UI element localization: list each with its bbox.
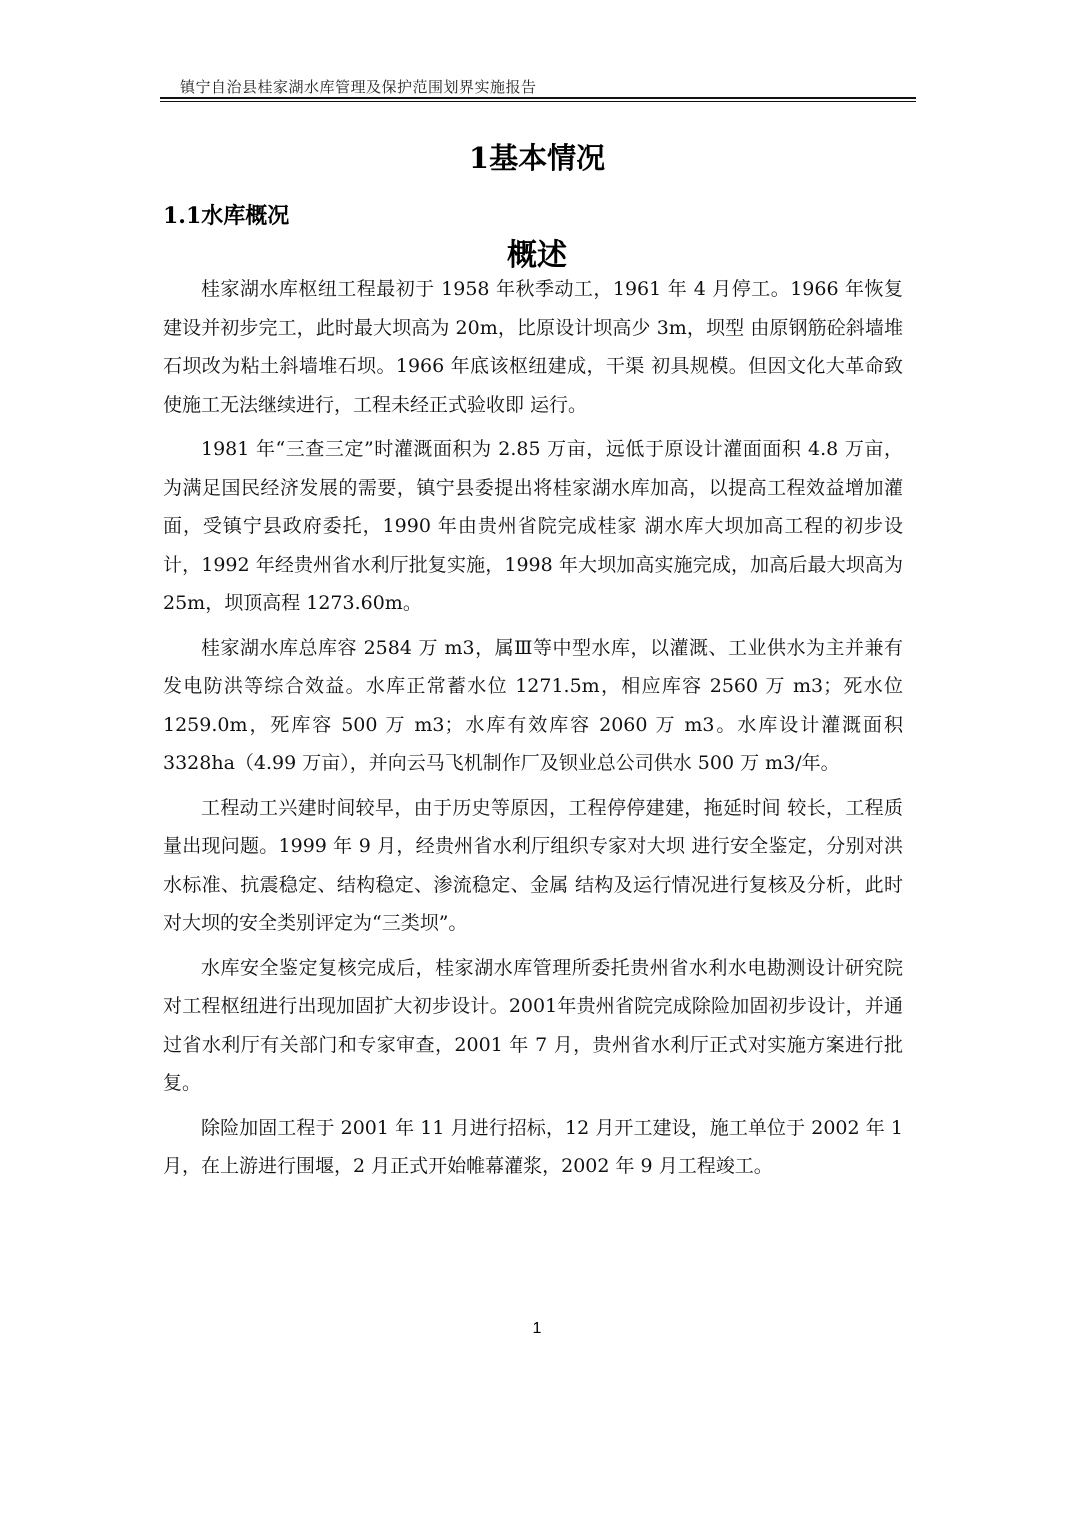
page-number: 1 [532,1320,542,1337]
chapter-title: 1基本情况 [468,141,606,175]
running-header-title: 镇宁自治县桂家湖水库管理及保护范围划界实施报告 [180,78,537,96]
section-title: 1.1水库概况 [163,203,290,229]
paragraph-1: 桂家湖水库枢纽工程最初于 1958 年秋季动工，1961 年 4 月停工。1966 年恢复建设并初步完工，此时最大坝高为 20m，比原设计坝高少 3m，坝型 由原钢筋砼斜墙堆石坝改为粘土斜墙堆石坝。1966 年底该枢纽建成，干渠 初具规模。但因文化大革命致使施工无法继续进行，工程未经正式验收即 运行。 [163,278,903,416]
paragraph-4: 工程动工兴建时间较早，由于历史等原因，工程停停建建，拖延时间 较长，工程质量出现问题。1999 年 9 月，经贵州省水利厅组织专家对大坝 进行安全鉴定，分别对洪水标准、抗震稳定、结构稳定、渗流稳定、金属 结构及运行情况进行复核及分析，此时对大坝的安全类别评定为“三类坝”。 [163,796,903,934]
header-divider-thick [160,97,916,99]
paragraph-2: 1981 年“三查三定”时灌溉面积为 2.85 万亩，远低于原设计灌面面积 4.8 万亩，为满足国民经济发展的需要，镇宁县委提出将桂家湖水库加高，以提高工程效益增加灌面，受镇宁县政府委托，1990 年由贵州省院完成桂家 湖水库大坝加高工程的初步设计，1992 年经贵州省水利厅批复实施，1998 年大坝加高实施完成，加高后最大坝高为 25m，坝顶高程 1273.60m。 [163,438,903,614]
body-text [163,270,903,1192]
paragraph-6: 除险加固工程于 2001 年 11 月进行招标，12 月开工建设，施工单位于 2002 年 1 月，在上游进行围堰，2 月正式开始帷幕灌浆，2002 年 9 月工程竣工。 [163,1116,903,1177]
header-divider-thin [160,101,916,102]
overview-heading: 概述 [507,238,567,273]
paragraph-3: 桂家湖水库总库容 2584 万 m3，属Ⅲ等中型水库，以灌溉、工业供水为主并兼有发电防洪等综合效益。水库正常蓄水位 1271.5m，相应库容 2560 万 m3；死水位 1259.0m，死库容 500 万 m3；水库有效库容 2060 万 m3。水库设计灌溉面积 3328ha（4.99 万亩），并向云马飞机制作厂及钡业总公司供水 500 万 m3/年。 [163,636,903,774]
paragraph-5: 水库安全鉴定复核完成后，桂家湖水库管理所委托贵州省水利水电勘测设计研究院对工程枢纽进行出现加固扩大初步设计。2001年贵州省院完成除险加固初步设计，并通过省水利厅有关部门和专家审查，2001 年 7 月，贵州省水利厅正式对实施方案进行批复。 [163,956,903,1094]
